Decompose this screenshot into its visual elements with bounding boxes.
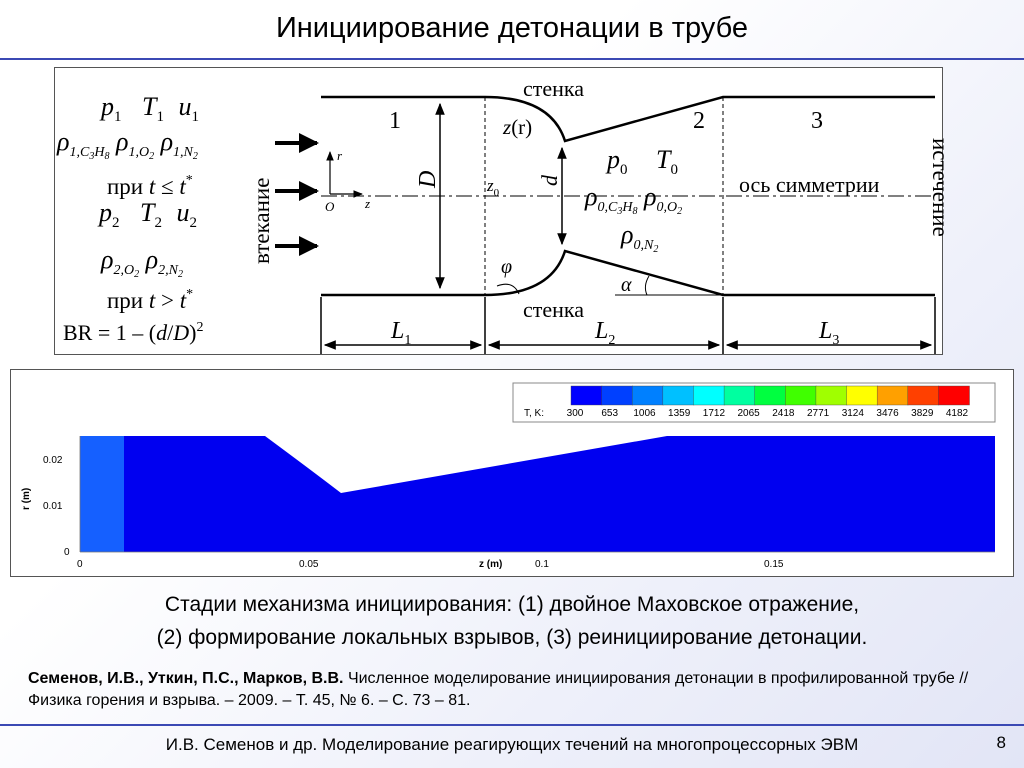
- inflow-condition-1: при t ≤ t*: [107, 173, 193, 199]
- r-axis-label: r: [337, 148, 343, 163]
- inflow-densities-2: $\rho_{2,O}2$ $\rho_{2,N}2$: [101, 245, 183, 280]
- zone-label-2: 2: [693, 108, 705, 134]
- y-tick-label: 0: [64, 547, 70, 558]
- colorbar-tick-label: 3476: [876, 408, 899, 419]
- y-tick-label: 0.02: [43, 455, 63, 466]
- caption-line-2: (2) формирование локальных взрывов, (3) реинициирование детонации.: [156, 626, 868, 649]
- inflow-state-1: $p_1$ $T_1$ $u_1$: [101, 92, 199, 125]
- z0-label: $z_0$: [487, 176, 500, 199]
- page-number: 8: [996, 733, 1006, 752]
- axis-of-symmetry-label: ось симметрии: [739, 172, 880, 197]
- angle-phi-label: φ: [501, 256, 513, 278]
- figure-caption: [0, 588, 1024, 654]
- colorbar-cell: [724, 386, 755, 405]
- colorbar-tick-label: 1712: [702, 408, 726, 419]
- length-L2-label: $L_2$: [595, 318, 616, 348]
- slide-title: Инициирование детонации в трубе: [275, 12, 749, 44]
- colorbar-cell: [632, 386, 663, 405]
- footer-divider: [0, 724, 1024, 726]
- colorbar-cell: [571, 386, 602, 405]
- angle-alpha-arc: [645, 276, 649, 295]
- y-tick-label: 0.01: [43, 501, 63, 512]
- x-tick-label: 0.15: [764, 559, 784, 570]
- x-tick-label: 0.1: [535, 559, 549, 570]
- reference: [28, 668, 988, 712]
- initial-densities-2: $\rho_0,N2$: [621, 220, 659, 255]
- colorbar-cell: [755, 386, 786, 405]
- tube-scheme-diagram: [55, 68, 953, 354]
- y-axis-title: r (m): [21, 487, 32, 510]
- z-axis-label: z: [365, 196, 371, 211]
- inflow-state-2: $p_2$ $T_2$ $u_2$: [99, 198, 197, 231]
- colorbar-cell: [602, 386, 633, 405]
- length-L1-label: $L_1$: [391, 318, 412, 348]
- colorbar-cell: [785, 386, 816, 405]
- colorbar-tick-label: 1359: [668, 408, 691, 419]
- inflow-densities-1: $\rho_{1,C}3H8$ $\rho_{1,O}2$ $\rho_{1,N}2$: [57, 127, 198, 162]
- profile-z-r-label: z(r): [503, 115, 533, 139]
- throat-d-label: d: [537, 175, 562, 186]
- colorbar-tick-label: 3124: [841, 408, 864, 419]
- temperature-field: [80, 436, 995, 552]
- origin-label: O: [325, 199, 335, 214]
- colorbar-tick-label: 653: [601, 408, 619, 419]
- wall-bottom-label: стенка: [523, 297, 585, 322]
- angle-alpha-label: α: [621, 274, 632, 296]
- wall-top-label: стенка: [523, 76, 585, 101]
- reference-authors: Семенов, И.В., Уткин, П.С., Марков, В.В.: [28, 670, 344, 687]
- colorbar-cell: [816, 386, 847, 405]
- inflow-condition-2: при t > t*: [107, 287, 194, 313]
- colorbar-cell: [693, 386, 724, 405]
- reference-text: Численное моделирование инициирования детонации в профилированной трубе // Физика горения и взрыва. – 2009. – Т. 45, № 6. – С. 73 – 81.: [28, 670, 969, 709]
- diameter-D-label: D: [415, 170, 441, 188]
- x-tick-label: 0.05: [299, 559, 319, 570]
- colorbar-tick-label: 2771: [806, 408, 830, 419]
- colorbar-tick-label: 300: [566, 408, 584, 419]
- initial-pressure-temperature: $p_0$ $T_0$: [607, 145, 678, 178]
- colorbar-tick-label: 3829: [911, 408, 934, 419]
- outflow-label: истечение: [928, 138, 953, 237]
- colorbar: [571, 386, 970, 405]
- colorbar-cell: [663, 386, 694, 405]
- caption-line-1: Стадии механизма инициирования: (1) двойное Маховское отражение,: [164, 593, 860, 616]
- temperature-field-plot: [11, 370, 1013, 576]
- simulation-panel: [10, 369, 1014, 577]
- x-tick-label: 0: [77, 559, 83, 570]
- inlet-region: [80, 436, 124, 552]
- colorbar-cell: [877, 386, 908, 405]
- colorbar-tick-label: 2418: [772, 408, 795, 419]
- length-L3-label: $L_3$: [819, 318, 840, 348]
- tube-scheme-panel: [54, 67, 953, 355]
- colorbar-tick-label: 4182: [945, 408, 969, 419]
- colorbar-cell: [908, 386, 939, 405]
- initial-densities-1: $\rho_{0,C}3H8$ $\rho_{0,O}2$: [585, 182, 683, 217]
- title-divider: [0, 58, 1024, 60]
- colorbar-label: T, K:: [524, 408, 545, 419]
- footer-text: И.В. Семенов и др. Моделирование реагирующих течений на многопроцессорных ЭВМ: [165, 735, 859, 754]
- colorbar-tick-label: 1006: [633, 408, 656, 419]
- zone-label-3: 3: [811, 108, 823, 134]
- colorbar-cell: [847, 386, 878, 405]
- zone-label-1: 1: [389, 108, 401, 134]
- colorbar-tick-label: 2065: [737, 408, 760, 419]
- colorbar-cell: [938, 386, 969, 405]
- blockage-ratio-formula: BR = $1 - (d/D)^2$: [63, 320, 204, 345]
- x-axis-title: z (m): [479, 559, 503, 570]
- inflow-label: втекание: [249, 177, 274, 264]
- tube-top-wall: [321, 97, 935, 141]
